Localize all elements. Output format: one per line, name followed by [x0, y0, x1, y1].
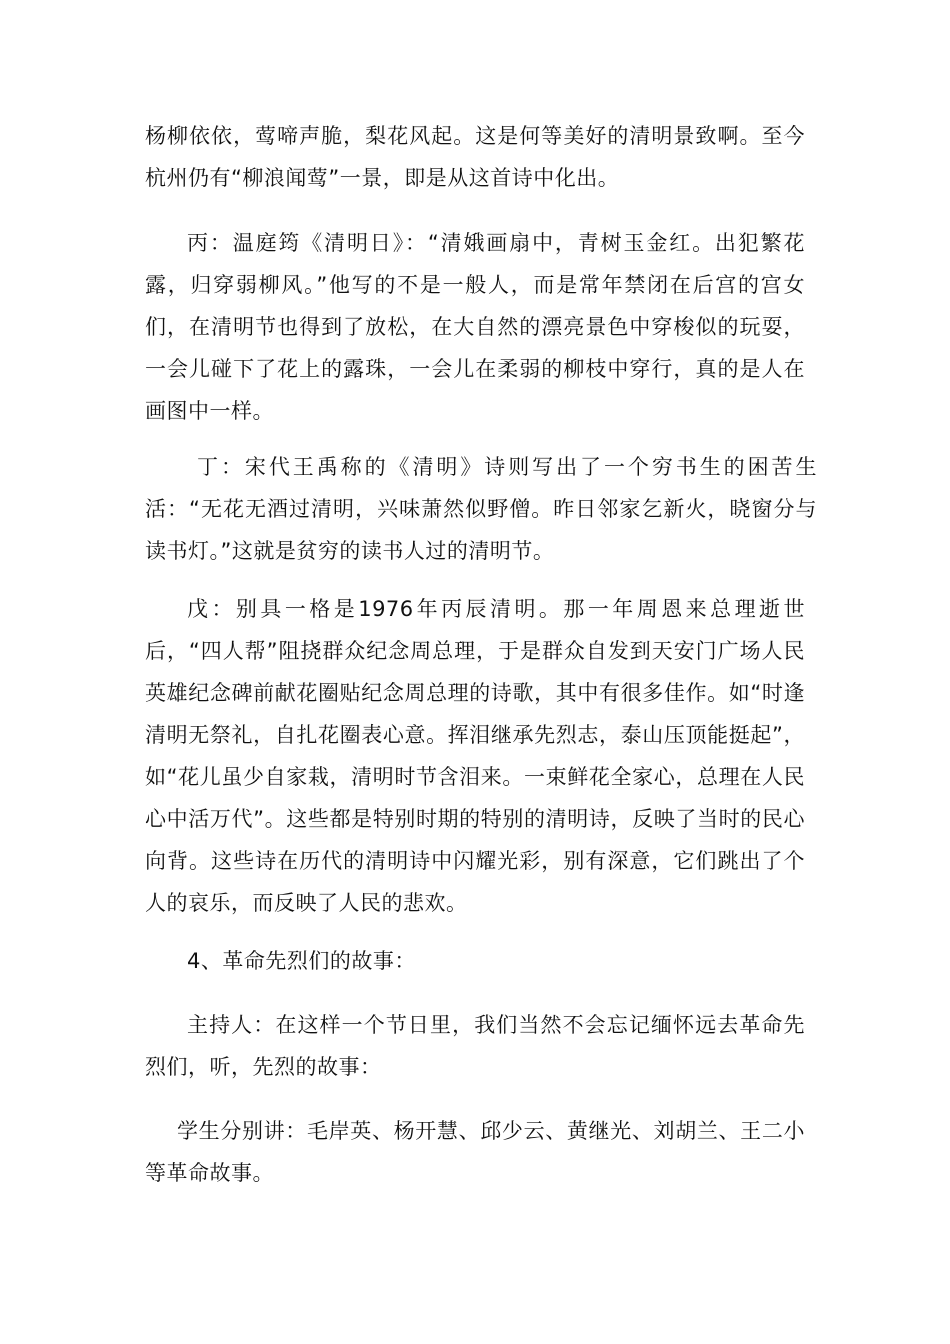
- paragraph-host-intro: 主持人：在这样一个节日里，我们当然不会忘记缅怀远去革命先烈们，听，先烈的故事：: [145, 1013, 805, 1079]
- paragraph-wu-1976-qingming: 戊：别具一格是1976年丙辰清明。那一年周恩来总理逝世后，“四人帮”阻挠群众纪念周总理，于是群众自发到天安门广场人民英雄纪念碑前献花圈贴纪念周总理的诗歌，其中有很多佳作。如“时逢清明无祭礼，自扎花圈表心意。挥泪继承先烈志，泰山压顶能挺起”，如“花儿虽少自家栽，清明时节含泪来。一束鲜花全家心，总理在人民心中活万代”。这些都是特别时期的特别的清明诗，反映了当时的民心向背。这些诗在历代的清明诗中闪耀光彩，别有深意，它们跳出了个人的哀乐，而反映了人民的悲欢。: [145, 597, 805, 915]
- paragraph-spring-scenery: 杨柳依依，莺啼声脆，梨花风起。这是何等美好的清明景致啊。至今杭州仍有“柳浪闻莺”一景，即是从这首诗中化出。: [145, 124, 805, 190]
- section-heading-martyr-stories: 4、革命先烈们的故事：: [187, 949, 416, 973]
- paragraph-ding-wang-yucheng: 丁：宋代王禹称的《清明》诗则写出了一个穷书生的困苦生活：“无花无酒过清明，兴味萧然似野僧。昨日邻家乞新火，晓窗分与读书灯。”这就是贫穷的读书人过的清明节。: [145, 455, 817, 563]
- paragraph-student-stories: 学生分别讲：毛岸英、杨开慧、邱少云、黄继光、刘胡兰、王二小等革命故事。: [145, 1119, 805, 1185]
- paragraph-bing-wen-tingyun: 丙：温庭筠《清明日》：“清娥画扇中，青树玉金红。出犯繁花露，归穿弱柳风。”他写的不是一般人，而是常年禁闭在后宫的宫女们，在清明节也得到了放松，在大自然的漂亮景色中穿梭似的玩耍，一会儿碰下了花上的露珠，一会儿在柔弱的柳枝中穿行，真的是人在画图中一样。: [145, 231, 805, 423]
